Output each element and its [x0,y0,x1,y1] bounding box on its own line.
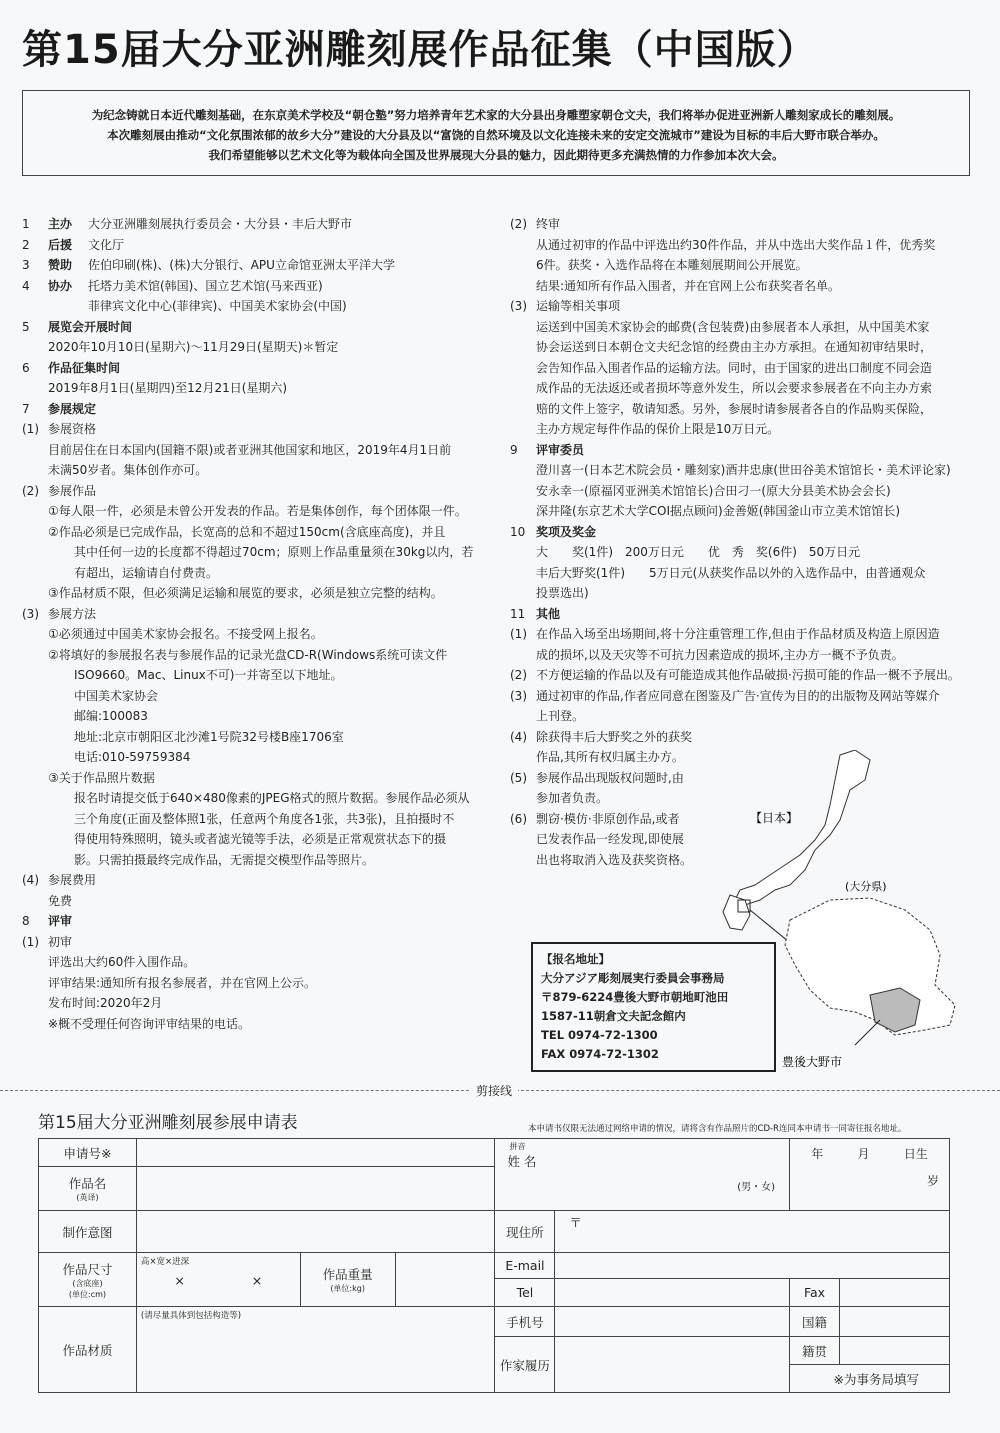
text-line: ISO9660。Mac、Linux不可)一并寄至以下地址。 [74,668,343,682]
name-cell[interactable] [495,1139,790,1211]
material-label: 作品材质 [39,1307,137,1393]
sub-number: (5) [510,770,527,785]
address-label: 现住所 [495,1211,555,1253]
text-line: 目前居住在日本国内(国籍不限)或者亚洲其他国家和地区，2019年4月1日前 [48,442,452,457]
section-number: 1 [22,217,30,231]
text-line: ③关于作品照片数据 [48,770,155,785]
section-10 [510,522,980,543]
section-text: 托塔力美术馆(韩国)、国立艺术馆(马来西亚) [88,278,323,293]
text-line: 主办方规定每件作品的保价上限是10万日元。 [536,422,780,436]
text-line: 参展作品出现版权问题时,由 [536,770,684,785]
text-line: 已发表作品一经发现,即使展 [536,832,684,846]
sub-number: (4) [510,729,527,744]
office-use-note: ※为事务局填写 [790,1365,950,1393]
times-mark: × [174,1273,185,1288]
section-label: 主办 [48,217,73,231]
work-name-label: 作品名 [68,1176,107,1191]
intro-line: 我们希望能够以艺术文化等为载体向全国及世界展现大分县的魅力，因此期待更多充满热情的力作参加本次大会。 [208,148,784,162]
size-sub1: (含底座) [72,1278,103,1288]
section-label: 后援 [48,237,73,252]
app-no-field[interactable] [136,1139,495,1167]
text-line: 不方便运输的作品以及有可能造成其他作品破损·污损可能的作品一概不予展出。 [536,668,960,682]
text-line: ②作品必须是已完成作品，长宽高的总和不超过150cm(含底座高度)，并且 [48,524,446,539]
section-number: 10 [510,524,526,539]
intro-box [22,90,970,176]
phone-line: TEL 0974-72-1300 [541,1028,658,1042]
text-line: 大 奖(1件) 200万日元 优 秀 奖(6件) 50万日元 [536,545,861,559]
section-number: 5 [22,319,30,334]
section-label: 赞助 [48,258,73,272]
sub-number: (4) [22,873,39,887]
section-number: 7 [22,401,30,416]
text-line: 通过初审的作品,作者应同意在图鉴及广告·宣传为目的的出版物及网站等媒介 [536,688,940,703]
size-sub2: (单位:cm) [68,1289,107,1299]
section-8 [22,911,490,932]
text-line: ②将填好的参展报名表与参展作品的记录光盘CD-R(Windows系统可读文件 [48,647,448,662]
section-9 [510,440,980,461]
sub-title: 终审 [536,217,561,231]
sub-title: 初审 [48,934,73,949]
section-text: 菲律宾文化中心(菲律宾)、中国美术家协会(中国) [88,299,347,313]
address-line: 〒879-6224豊後大野市朝地町池田 [541,990,729,1004]
origin-field[interactable] [840,1337,950,1365]
sub-title: 参展费用 [48,873,97,887]
text-line: 其中任何一边的长度都不得超过70cm；原则上作品重量须在30kg以内，若 [74,545,474,559]
month-label: 月 [857,1147,870,1161]
sub-number: (3) [510,688,527,703]
size-label: 作品尺寸 [62,1261,113,1277]
application-form [38,1138,950,1393]
oita-prefecture-outline [785,898,955,1035]
section-11 [510,604,980,625]
size-field[interactable] [136,1253,300,1307]
birthday-cell[interactable] [790,1139,950,1211]
text-line: 有超出，运输请自付费责。 [74,565,219,580]
text-line: 除获得丰后大野奖之外的获奖 [536,729,693,744]
text-line: ※概不受理任何咨询评审结果的电话。 [48,1016,251,1031]
address-line: 地址:北京市朝阳区北沙滩1号院32号楼B座1706室 [74,729,344,744]
section-text: 佐伯印刷(株)、(株)大分银行、APU立命馆亚洲太平洋大学 [88,258,395,272]
section-2 [22,235,490,256]
section-label: 协办 [48,278,73,293]
weight-label: 作品重量 [322,1267,373,1282]
text-line: 澄川喜一(日本艺术院会员・雕刻家)酒井忠康(世田谷美术馆馆长・美术评论家) [536,463,951,477]
oita-label: (大分県) [845,880,887,893]
section-number: 2 [22,237,30,252]
text-line: ①每人限一件，必须是未曾公开发表的作品。若是集体创作，每个团体限一件。 [48,504,467,518]
section-label: 评审委员 [536,442,585,457]
weight-field[interactable] [395,1253,495,1307]
text-line: 投票选出) [536,586,589,600]
text-line: 未满50岁者。集体创作亦可。 [48,463,208,477]
text-line: 从通过初审的作品中评选出约30件作品，并从中选出大奖作品１件，优秀奖 [536,237,936,252]
sub-number: (3) [22,606,39,621]
text-line: 运送到中国美术家协会的邮费(含包装费)由参展者本人承担，从中国美术家 [536,319,930,334]
intro-line: 本次雕刻展由推动“文化氛围浓郁的故乡大分”建设的大分县及以“富饶的自然环境及以文化连接未来的安定交流城市”建设为目标的丰后大野市联合举办。 [107,128,885,142]
address-field[interactable] [555,1211,950,1253]
section-text: 文化厅 [88,237,125,252]
section-text: 2019年8月1日(星期四)至12月21日(星期六) [48,381,288,395]
sub-number: (6) [510,811,527,826]
section-3 [22,255,490,276]
city-label: 豊後大野市 [782,1055,843,1069]
intro-line: 为纪念铸就日本近代雕刻基础，在东京美术学校及“朝仓塾”努力培养青年艺术家的大分县出身雕塑家朝仓文夫，我们将举办促进亚洲新人雕刻家成长的雕刻展。 [91,108,901,122]
text-line: 评审结果:通知所有报名参展者，并在官网上公示。 [48,975,317,990]
app-no-label: 申请号※ [39,1139,137,1167]
sub-title: 运输等相关事项 [536,299,621,313]
age-label: 岁 [926,1174,939,1188]
text-line: 作品,其所有权归属主办方。 [536,750,684,764]
size-label-cell [39,1253,137,1307]
history-label: 作家履历 [495,1337,555,1393]
text-line: 深井隆(东京艺术大学COI据点顾问)金善姬(韩国釜山市立美术馆馆长) [536,504,901,518]
section-label: 奖项及奖金 [536,524,597,539]
text-line: ①必须通过中国美术家协会报名。不接受网上报名。 [48,627,323,641]
text-line: 会告知作品入围者作品的运输方法。同时，由于国家的进出口制度不同会造 [536,360,933,375]
fax-line: FAX 0974-72-1302 [541,1047,659,1061]
address-line: 邮编:100083 [74,709,148,723]
text-line: 报名时请提交低于640×480像素的JPEG格式的照片数据。参展作品必须从 [74,791,470,805]
text-line: 得使用特殊照明，镜头或者滤光镜等手法，必须是正常观赏状态下的摄 [74,832,447,846]
section-number: 6 [22,360,30,375]
left-column [22,214,490,1034]
section-7 [22,399,490,420]
section-label: 其他 [536,606,561,621]
origin-label: 籍贯 [790,1337,840,1365]
email-label: E-mail [495,1253,555,1279]
fax-field[interactable] [840,1279,950,1307]
year-label: 年 [811,1147,824,1161]
intent-field[interactable] [136,1211,495,1253]
text-line: 结果:通知所有作品入围者，并在官网上公布获奖者名单。 [536,278,841,293]
form-title: 第15届大分亚洲雕刻展参展申请表 [38,1113,298,1133]
section-1 [22,214,490,235]
address-line: 大分アジア彫刻展実行委員会事務局 [541,971,725,985]
material-hint: (请尽量具体到包括构造等) [140,1311,242,1321]
text-line: 免费 [48,893,73,908]
text-line: 出也将取消入选及获奖资格。 [536,852,693,867]
email-field[interactable] [555,1253,950,1279]
section-number: 11 [510,606,526,621]
section-number: 9 [510,442,518,457]
nationality-label: 国籍 [790,1307,840,1337]
address-line: 电话:010-59759384 [74,750,191,764]
text-line: 在作品入场至出场期间,将十分注重管理工作,但由于作品材质及构造上原因造 [536,627,940,641]
text-line: 安永幸一(原福冈亚洲美术馆馆长)合田刁一(原大分县美术协会会长) [536,483,891,498]
section-label: 作品征集时间 [48,360,121,375]
text-line: 协会运送到日本朝仓文夫纪念馆的经费由主办方承担。在通知初审结果时， [536,340,933,354]
mobile-field[interactable] [555,1307,790,1337]
size-hint: 高×宽×进深 [140,1257,190,1267]
tel-field[interactable] [555,1279,790,1307]
weight-sub: (单位:kg) [330,1284,365,1293]
address-title: 【报名地址】 [541,952,610,966]
section-text: 2020年10月10日(星期六)～11月29日(星期天)＊暂定 [48,340,339,354]
sub-title: 参展作品 [48,483,97,498]
work-name-label-cell [39,1167,137,1211]
birthday-label: 日生 [903,1147,928,1161]
address-line: 中国美术家协会 [74,688,159,703]
page-title: 第15届大分亚洲雕刻展作品征集（中国版） [22,27,818,73]
postal-mark: 〒 [569,1215,582,1230]
nationality-field[interactable] [840,1307,950,1337]
japan-label: 【日本】 [750,811,799,825]
sub-number: (3) [510,299,527,313]
text-line: 上刊登。 [536,709,585,723]
section-number: 3 [22,258,30,272]
mobile-label: 手机号 [495,1307,555,1337]
text-line: ③作品材质不限，但必须满足运输和展览的要求，必须是独立完整的结构。 [48,586,443,600]
cut-line-label: 剪接线 [470,1082,518,1099]
gender-label: (男・女) [737,1182,776,1193]
sub-number: (1) [22,422,39,436]
times-mark: × [251,1273,263,1288]
sub-number: (2) [510,217,527,231]
text-line: 发布时间:2020年2月 [48,996,163,1010]
tel-label: Tel [495,1279,555,1307]
section-4 [22,276,490,297]
work-name-field[interactable] [136,1167,495,1211]
sub-number: (1) [22,934,39,949]
weight-label-cell [300,1253,395,1307]
text-line: 影。只需拍摄最终完成作品，无需提交模型作品等照片。 [74,852,375,867]
name-label: 姓 名 [507,1154,537,1169]
sub-number: (1) [510,627,527,641]
text-line: 成的损坏,以及天灾等不可抗力因素造成的损坏,主办方一概不予负责。 [536,647,904,662]
text-line: 丰后大野奖(1件) 5万日元(从获奖作品以外的入选作品中，由普通观众 [536,565,926,580]
text-line: 赔的文件上签字，敬请知悉。另外，参展时请参展者各自的作品购买保险， [536,401,933,416]
registration-address-box [531,942,776,1072]
sub-number: (2) [22,483,39,498]
history-field[interactable] [555,1337,790,1393]
text-line: 三个角度(正面及整体照1张，任意两个角度各1张，共3张)，且拍摄时不 [74,811,455,826]
intent-label: 制作意图 [39,1211,137,1253]
section-number: 4 [22,278,30,293]
section-number: 8 [22,914,30,928]
fax-label: Fax [790,1279,840,1307]
text-line: 参加者负责。 [536,791,609,805]
address-line: 1587-11朝倉文夫記念館内 [541,1009,686,1023]
text-line: 评选出大约60件入围作品。 [48,955,196,969]
pinyin-label: 拼音 [509,1142,526,1151]
text-line: 成作品的无法返还或者损坏等意外发生，所以会要求参展者在不向主办方索 [536,381,933,395]
sub-title: 参展方法 [48,606,97,621]
city-pointer [855,1020,880,1045]
section-5 [22,317,490,338]
section-label: 参展规定 [48,401,97,416]
text-line: 剽窃·模仿·非原创作品,或者 [536,811,680,826]
section-label: 评审 [48,914,73,928]
material-field[interactable] [136,1307,495,1393]
form-note: 本申请书仅限无法通过网络申请的情况，请将含有作品照片的CD-R连同本申请书一同寄往报名地址。 [528,1124,907,1134]
section-text: 大分亚洲雕刻展执行委员会・大分县・丰后大野市 [88,217,353,231]
sub-number: (2) [510,668,527,682]
text-line: 6件。获奖・入选作品将在本雕刻展期间公开展览。 [536,258,808,272]
section-6 [22,358,490,379]
work-name-sub: (英译) [76,1193,99,1202]
sub-title: 参展资格 [48,422,97,436]
section-label: 展览会开展时间 [48,319,133,334]
